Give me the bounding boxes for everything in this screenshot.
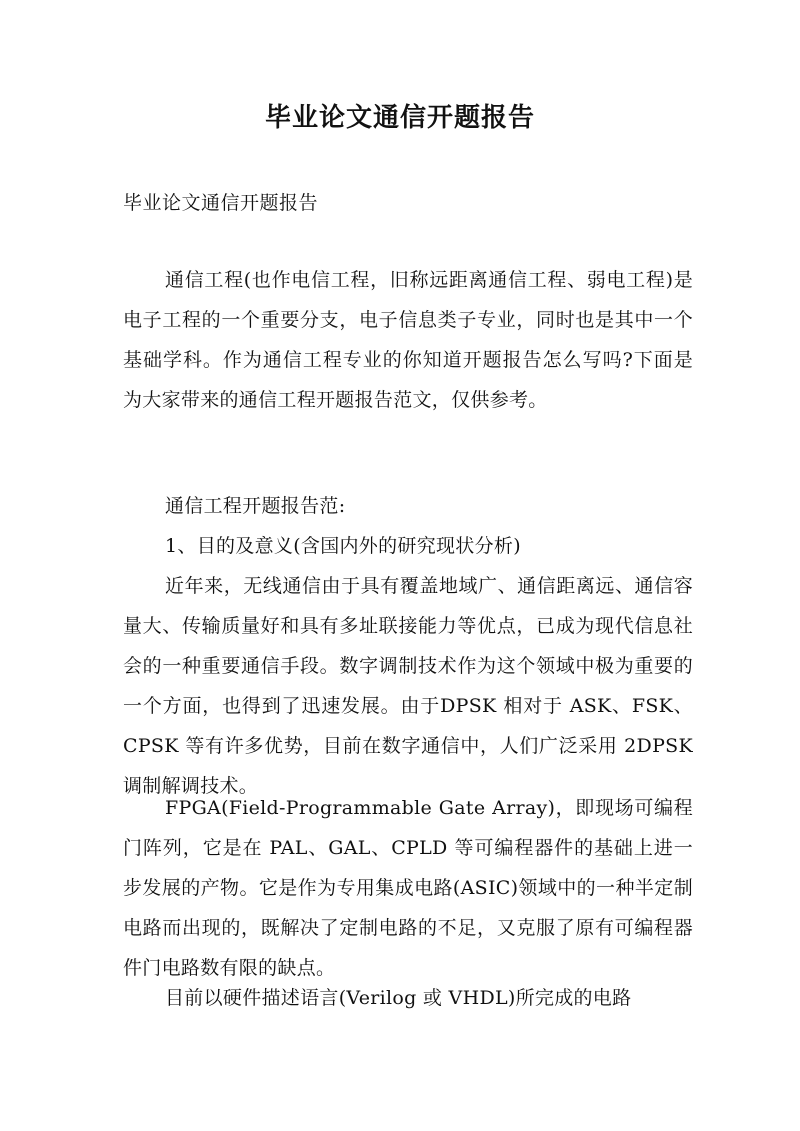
paragraph-fpga: FPGA(Field-Programmable Gate Array)，即现场可编程门阵列，它是在 PAL、GAL、CPLD 等可编程器件的基础上进一步发展的产物。它是作为专用集成电路(ASIC)领域中的一种半定制电路而出现的，既解决了定制电路的不足，又克服了原有可编程器件门电路数有限的缺点。: [123, 797, 693, 979]
document-subtitle: 毕业论文通信开题报告: [123, 192, 319, 214]
paragraph-intro: 通信工程(也作电信工程，旧称远距离通信工程、弱电工程)是电子工程的一个重要分支，电子信息类子专业，同时也是其中一个基础学科。作为通信工程专业的你知道开题报告怎么写吗?下面是为大家带来的通信工程开题报告范文，仅供参考。: [123, 269, 693, 411]
paragraph-hdl: 目前以硬件描述语言(Verilog 或 VHDL)所完成的电路: [165, 987, 632, 1009]
paragraph-wireless: 近年来，无线通信由于具有覆盖地域广、通信距离远、通信容量大、传输质量好和具有多址联接能力等优点，已成为现代信息社会的一种重要通信手段。数字调制技术作为这个领域中极为重要的一个方面，也得到了迅速发展。由于DPSK 相对于 ASK、FSK、CPSK 等有许多优势，目前在数字通信中，人们广泛采用 2DPSK 调制解调技术。: [123, 575, 693, 797]
document-title: 毕业论文通信开题报告: [264, 103, 535, 133]
paragraph-heading: 通信工程开题报告范:: [165, 495, 346, 517]
paragraph-section-heading: 1、目的及意义(含国内外的研究现状分析): [165, 535, 521, 557]
